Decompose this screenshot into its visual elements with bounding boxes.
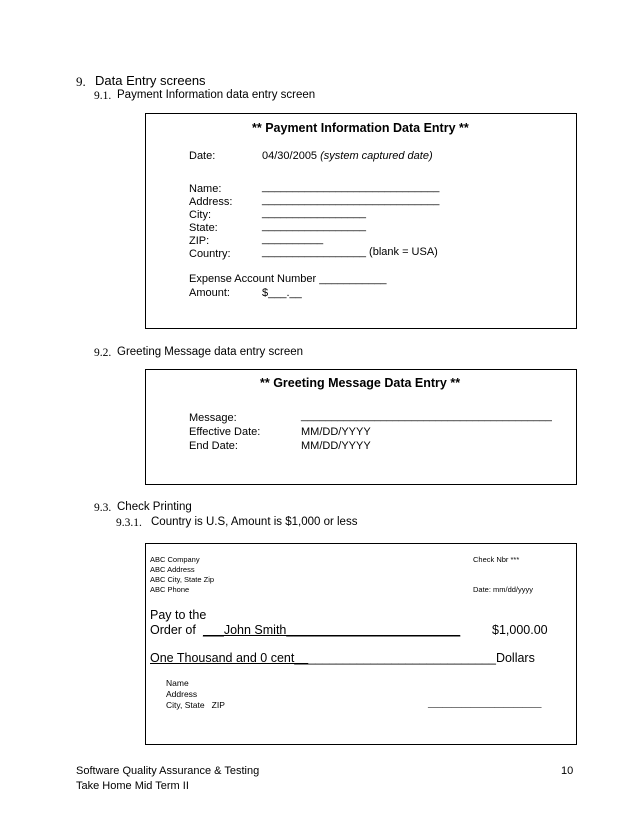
- section-9-3-number: 9.3.: [94, 502, 112, 514]
- check-number: Check Nbr ***: [473, 555, 520, 564]
- zip-field[interactable]: __________: [262, 233, 324, 245]
- payment-entry-screen: [145, 113, 577, 329]
- amount-label: Amount:: [189, 287, 230, 299]
- payee-city-line: City, State ZIP: [166, 700, 225, 710]
- section-9-3-1-title: Country is U.S, Amount is $1,000 or less: [151, 516, 358, 528]
- end-date-field[interactable]: MM/DD/YYYY: [301, 440, 371, 452]
- date-value: 04/30/2005 (system captured date): [262, 150, 433, 162]
- address-field[interactable]: _____________________________: [262, 194, 440, 206]
- pay-to-label: Pay to the: [150, 608, 207, 622]
- section-9-3-title: Check Printing: [117, 501, 192, 513]
- section-9-title: Data Entry screens: [95, 73, 206, 88]
- state-field[interactable]: _________________: [262, 220, 367, 232]
- name-field[interactable]: _____________________________: [262, 181, 440, 193]
- check-amount: $1,000.00: [492, 623, 548, 637]
- section-9-number: 9.: [76, 74, 86, 89]
- name-label: Name:: [189, 183, 222, 195]
- footer-assignment: Take Home Mid Term II: [76, 780, 189, 792]
- section-9-1-number: 9.1.: [94, 90, 112, 102]
- greeting-entry-screen: [145, 369, 577, 485]
- city-field[interactable]: _________________: [262, 207, 367, 219]
- company-phone: ABC Phone: [150, 585, 190, 594]
- state-label: State:: [189, 222, 218, 234]
- date-note: (system captured date): [320, 150, 433, 162]
- end-date-label: End Date:: [189, 440, 238, 452]
- check-date: Date: mm/dd/yyyy: [473, 585, 534, 594]
- country-field[interactable]: _________________ (blank = USA): [262, 246, 438, 258]
- effective-date-label: Effective Date:: [189, 426, 261, 438]
- message-label: Message:: [189, 412, 237, 424]
- payee-address-line: Address: [166, 689, 198, 699]
- signature-line: ________________________: [428, 698, 542, 708]
- section-9-2-number: 9.2.: [94, 347, 112, 359]
- amount-in-words: One Thousand and 0 cent_____________________________Dollars: [150, 651, 535, 665]
- payment-screen-title: ** Payment Information Data Entry **: [252, 121, 469, 135]
- expense-account-field[interactable]: Expense Account Number ___________: [189, 273, 387, 285]
- amount-field[interactable]: $___.__: [262, 287, 302, 299]
- footer-course-title: Software Quality Assurance & Testing: [76, 765, 260, 777]
- message-field[interactable]: _________________________________________: [301, 410, 552, 422]
- effective-date-field[interactable]: MM/DD/YYYY: [301, 426, 371, 438]
- check-sample: [145, 543, 577, 745]
- company-name: ABC Company: [150, 555, 200, 564]
- section-9-2-title: Greeting Message data entry screen: [117, 346, 304, 358]
- country-label: Country:: [189, 248, 231, 260]
- company-address: ABC Address: [150, 565, 195, 574]
- date-label: Date:: [189, 150, 216, 162]
- section-9-1-title: Payment Information data entry screen: [117, 89, 316, 101]
- payee-name: ___John Smith_________________________: [203, 623, 461, 637]
- payee-name-line: Name: [166, 678, 189, 688]
- order-of-label: Order of: [150, 623, 196, 637]
- zip-label: ZIP:: [189, 235, 210, 247]
- greeting-screen-title: ** Greeting Message Data Entry **: [260, 376, 461, 390]
- city-label: City:: [189, 209, 211, 221]
- company-city: ABC City, State Zip: [150, 575, 215, 584]
- section-9-3-1-number: 9.3.1.: [116, 517, 142, 529]
- page-number: 10: [561, 765, 574, 777]
- address-label: Address:: [189, 196, 233, 208]
